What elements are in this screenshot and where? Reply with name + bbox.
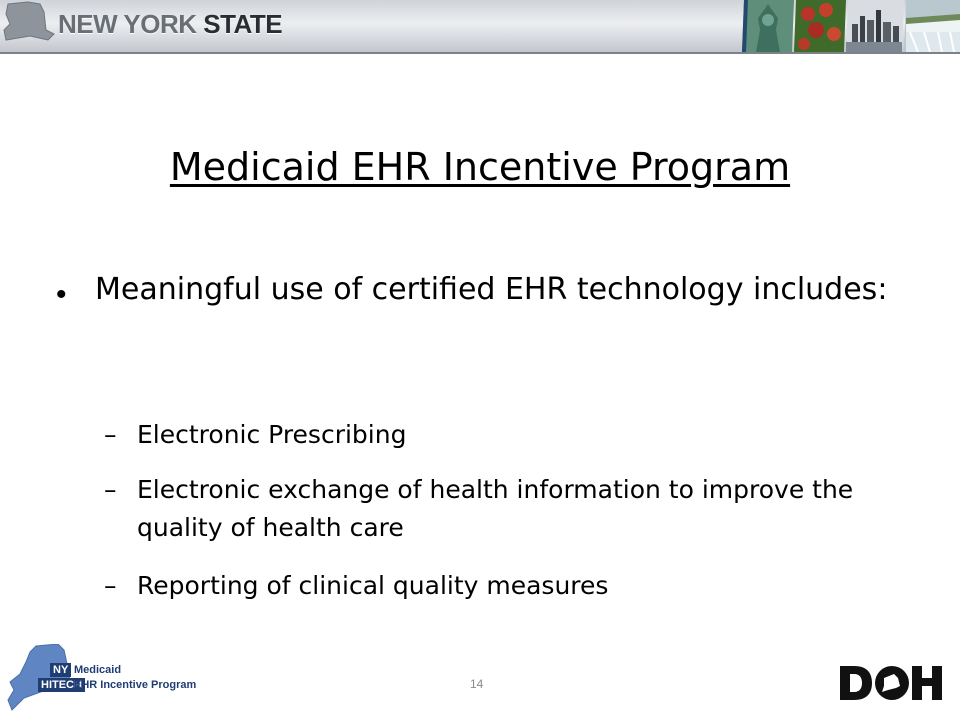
apples-photo xyxy=(794,0,846,52)
hitech-badge: HITECH xyxy=(38,678,85,692)
sub-bullet-item: Electronic Prescribing xyxy=(137,420,407,449)
page-number: 14 xyxy=(470,677,484,691)
bullet-marker: • xyxy=(56,278,67,311)
header-banner xyxy=(0,0,960,54)
waterfall-photo xyxy=(904,0,960,52)
ny-state-shape-icon xyxy=(0,0,60,52)
footer-label-program: EHR Incentive Program xyxy=(74,679,197,691)
city-skyline-photo xyxy=(846,0,904,52)
slide-title: Medicaid EHR Incentive Program xyxy=(169,145,791,189)
sub-bullet-dash: – xyxy=(104,420,117,449)
ny-badge: NY xyxy=(50,663,71,677)
header-title xyxy=(58,9,282,40)
sub-bullet-dash: – xyxy=(104,571,117,600)
doh-logo-icon xyxy=(838,664,944,702)
sub-bullet-item: Electronic exchange of health information to improve the quality of health care xyxy=(137,475,854,542)
footer-label-medicaid: Medicaid xyxy=(74,664,122,676)
sub-bullet-dash: – xyxy=(104,475,117,504)
bullet-text: Meaningful use of certified EHR technology includes: xyxy=(95,272,888,307)
sub-bullet-item: Reporting of clinical quality measures xyxy=(137,571,609,600)
statue-of-liberty-photo xyxy=(742,0,794,52)
header-title-state: STATE xyxy=(203,9,283,39)
header-photo-strip xyxy=(742,0,960,52)
header-title-new-york: NEW YORK xyxy=(58,9,204,39)
